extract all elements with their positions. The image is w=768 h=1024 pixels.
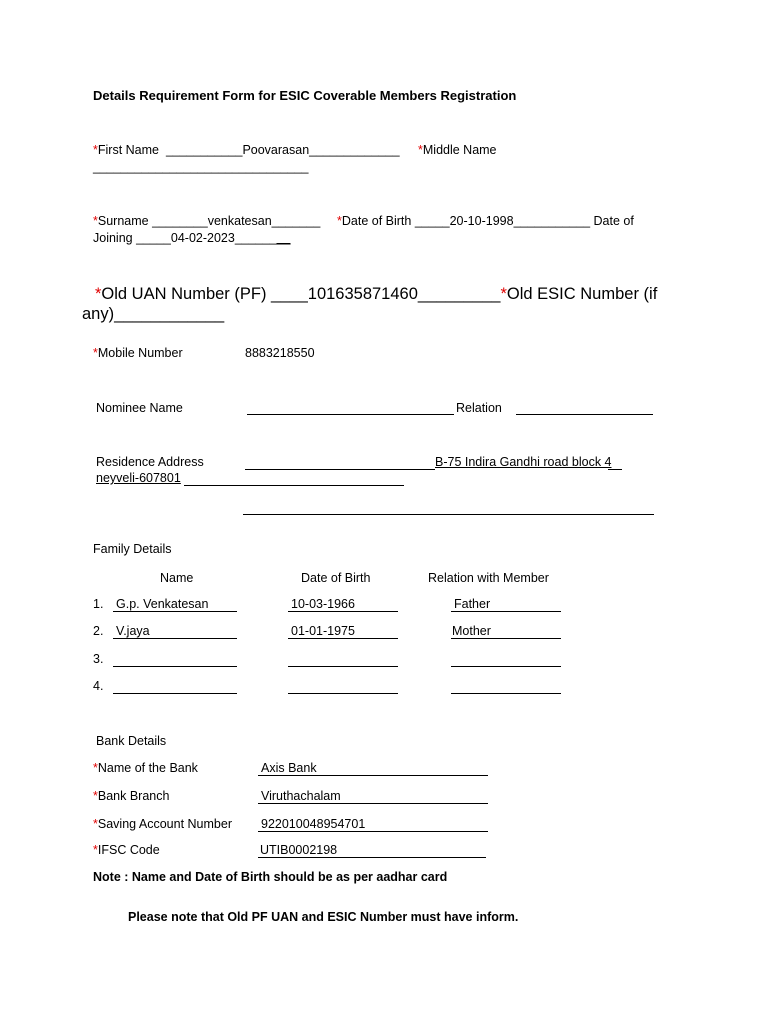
first-name-row bbox=[93, 143, 400, 158]
required-mark: * bbox=[500, 285, 507, 303]
family-row-dob-line bbox=[288, 638, 398, 639]
family-row-relation-field[interactable] bbox=[451, 693, 561, 694]
family-row-dob-line bbox=[288, 611, 398, 612]
required-mark: * bbox=[93, 143, 98, 157]
family-row-name-line bbox=[113, 611, 237, 612]
uan-underline-post: _________ bbox=[417, 285, 501, 303]
esic-field[interactable]: ____________ bbox=[114, 305, 225, 323]
bank-branch-value[interactable]: Viruthachalam bbox=[261, 789, 341, 803]
required-mark: * bbox=[93, 817, 98, 831]
middle-name-field[interactable]: _______________________________ bbox=[93, 160, 309, 174]
bank-branch-label: Bank Branch bbox=[97, 789, 170, 803]
address-line1[interactable]: B-75 Indira Gandhi road block 4 bbox=[435, 455, 612, 469]
family-row-num: 2. bbox=[93, 624, 104, 638]
family-row-dob-field[interactable] bbox=[288, 693, 398, 694]
ifsc-label-row bbox=[93, 843, 160, 858]
family-row-dob[interactable]: 10-03-1966 bbox=[291, 597, 355, 611]
account-value[interactable]: 922010048954701 bbox=[261, 817, 366, 831]
required-mark: * bbox=[93, 843, 98, 857]
address-line3-field[interactable] bbox=[243, 514, 654, 515]
family-title: Family Details bbox=[93, 542, 172, 556]
family-row-name-field[interactable] bbox=[113, 693, 237, 694]
surname-row bbox=[93, 214, 320, 229]
uan-underline-pre: ____ bbox=[271, 285, 308, 303]
bank-name-label: Name of the Bank bbox=[97, 761, 198, 775]
family-row-name[interactable]: G.p. Venkatesan bbox=[116, 597, 209, 611]
bank-name-line bbox=[258, 775, 488, 776]
account-label: Saving Account Number bbox=[97, 817, 232, 831]
bank-name-value[interactable]: Axis Bank bbox=[261, 761, 317, 775]
nominee-relation-field[interactable] bbox=[516, 414, 653, 415]
doj-value[interactable]: 04-02-2023 bbox=[170, 231, 235, 245]
first-name-value[interactable]: Poovarasan bbox=[242, 143, 310, 157]
middle-name-label: Middle Name bbox=[422, 143, 497, 157]
account-line bbox=[258, 831, 488, 832]
bank-branch-label-row bbox=[93, 789, 169, 804]
mobile-label-row bbox=[93, 346, 183, 361]
middle-name-label-row bbox=[418, 143, 497, 158]
required-mark: * bbox=[418, 143, 423, 157]
family-header-name: Name bbox=[160, 571, 194, 585]
dob-label: Date of Birth bbox=[341, 214, 412, 228]
required-mark: * bbox=[337, 214, 342, 228]
family-row-num: 4. bbox=[93, 679, 104, 693]
dob-row bbox=[337, 214, 634, 229]
form-title: Details Requirement Form for ESIC Coverable Members Registration bbox=[93, 88, 517, 103]
uan-label: Old UAN Number (PF) bbox=[101, 285, 267, 303]
dob-underline-post: ___________ bbox=[513, 214, 591, 228]
doj-underline-post: ______ bbox=[234, 231, 277, 245]
footer-note: Please note that Old PF UAN and ESIC Number must have inform. bbox=[128, 910, 519, 924]
address-label: Residence Address bbox=[96, 455, 204, 469]
dob-value[interactable]: 20-10-1998 bbox=[449, 214, 514, 228]
family-row-name-field[interactable] bbox=[113, 666, 237, 667]
first-name-underline-pre: ___________ bbox=[165, 143, 243, 157]
mobile-value[interactable]: 8883218550 bbox=[245, 346, 315, 360]
family-row-relation[interactable]: Father bbox=[454, 597, 491, 611]
dob-underline-pre: _____ bbox=[414, 214, 450, 228]
relation-label: Relation bbox=[456, 401, 502, 415]
esic-label-a: Old ESIC Number (if bbox=[506, 285, 658, 303]
ifsc-value[interactable]: UTIB0002198 bbox=[260, 843, 338, 857]
esic-label-b: any) bbox=[82, 305, 115, 323]
doj-row bbox=[93, 231, 290, 246]
first-name-label: First Name bbox=[97, 143, 159, 157]
family-row-dob[interactable]: 01-01-1975 bbox=[291, 624, 355, 638]
first-name-underline-post: _____________ bbox=[309, 143, 400, 157]
address-underline-tail bbox=[608, 469, 622, 470]
surname-value[interactable]: venkatesan bbox=[207, 214, 272, 228]
family-row-relation-line bbox=[451, 611, 561, 612]
nominee-label: Nominee Name bbox=[96, 401, 183, 415]
mobile-label: Mobile Number bbox=[97, 346, 183, 360]
required-mark: * bbox=[93, 346, 98, 360]
doj-label-b: Joining bbox=[93, 231, 133, 245]
nominee-name-field[interactable] bbox=[247, 414, 454, 415]
surname-label: Surname bbox=[97, 214, 149, 228]
family-header-dob: Date of Birth bbox=[301, 571, 371, 585]
bank-title: Bank Details bbox=[96, 734, 167, 748]
uan-row bbox=[95, 284, 657, 304]
uan-value[interactable]: 101635871460 bbox=[307, 285, 418, 303]
address-line2[interactable]: neyveli-607801 bbox=[96, 471, 181, 485]
ifsc-line bbox=[258, 857, 486, 858]
ifsc-label: IFSC Code bbox=[97, 843, 160, 857]
family-row-relation-field[interactable] bbox=[451, 666, 561, 667]
doj-underline-pre: _____ bbox=[136, 231, 171, 245]
address-underline-pre bbox=[245, 469, 435, 470]
aadhar-note: Note : Name and Date of Birth should be as per aadhar card bbox=[93, 870, 448, 884]
doj-underline-tail: __ bbox=[276, 231, 291, 245]
account-label-row bbox=[93, 817, 232, 832]
family-row-name-line bbox=[113, 638, 237, 639]
family-row-name[interactable]: V.jaya bbox=[116, 624, 150, 638]
family-row-relation-line bbox=[451, 638, 561, 639]
required-mark: * bbox=[93, 761, 98, 775]
family-row-num: 1. bbox=[93, 597, 104, 611]
bank-branch-line bbox=[258, 803, 488, 804]
family-row-relation[interactable]: Mother bbox=[452, 624, 491, 638]
family-row-dob-field[interactable] bbox=[288, 666, 398, 667]
family-row-num: 3. bbox=[93, 652, 104, 666]
bank-name-label-row bbox=[93, 761, 198, 776]
required-mark: * bbox=[95, 285, 102, 303]
esic-row bbox=[82, 304, 224, 324]
doj-label-a: Date of bbox=[593, 214, 634, 228]
address-line2-underline bbox=[184, 485, 404, 486]
family-header-relation: Relation with Member bbox=[428, 571, 549, 585]
required-mark: * bbox=[93, 789, 98, 803]
surname-underline-post: _______ bbox=[271, 214, 321, 228]
surname-underline-pre: ________ bbox=[152, 214, 208, 228]
required-mark: * bbox=[93, 214, 98, 228]
